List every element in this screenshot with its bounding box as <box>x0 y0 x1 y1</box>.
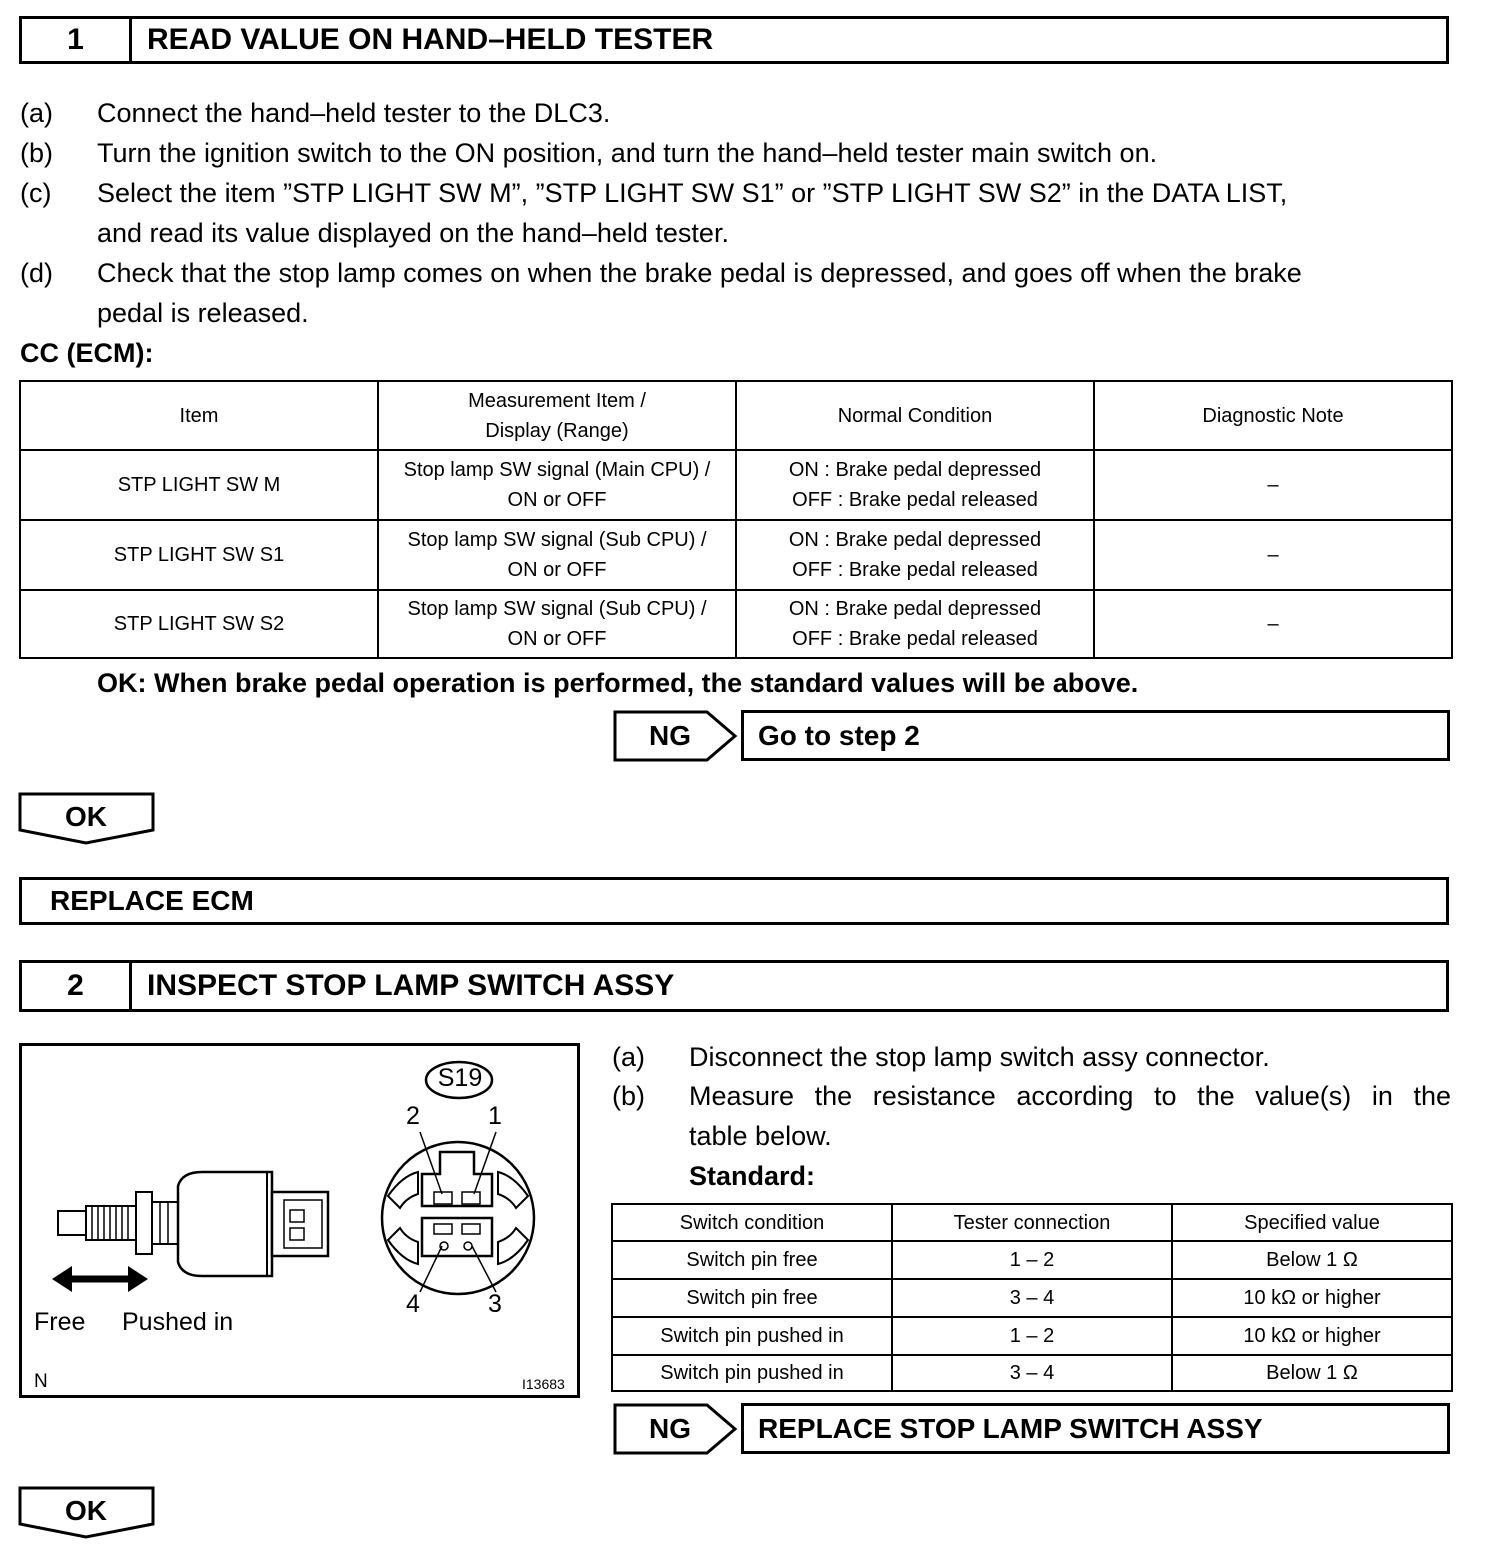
step-2-text-b-1: Measure the resistance according to the value(s) in the <box>689 1081 1451 1111</box>
step-1-text-a-1: Connect the hand–held tester to the DLC3. <box>97 98 611 128</box>
table-cell: STP LIGHT SW S2 <box>20 590 378 658</box>
table-row <box>612 1355 1452 1391</box>
table-cell: Switch pin pushed in <box>612 1317 892 1355</box>
table-row <box>20 450 1452 520</box>
free-label: Free <box>34 1308 86 1336</box>
table-cell: STP LIGHT SW S1 <box>20 520 378 590</box>
step-1-text-b-1: Turn the ignition switch to the ON position, and turn the hand–held tester main switch on. <box>97 138 1158 168</box>
figure-corner-letter: N <box>34 1371 48 1392</box>
table-cell: ON : Brake pedal depressed OFF : Brake pedal released <box>736 520 1094 590</box>
table-cell: ON : Brake pedal depressed OFF : Brake pedal released <box>736 450 1094 520</box>
header-cell: Switch condition <box>612 1204 892 1241</box>
step-2-title: INSPECT STOP LAMP SWITCH ASSY <box>147 969 675 1002</box>
table-row <box>20 520 1452 590</box>
table-cell: 10 kΩ or higher <box>1172 1317 1452 1355</box>
step-1-text-c-2: and read its value displayed on the hand–held tester. <box>97 218 729 248</box>
table-cell: Switch pin pushed in <box>612 1355 892 1391</box>
table-cell: – <box>1094 450 1452 520</box>
table-cell: 3 – 4 <box>892 1355 1172 1391</box>
connector-id: S19 <box>437 1064 483 1092</box>
table-cell: Below 1 Ω <box>1172 1241 1452 1279</box>
step-1-marker-c: (c) <box>20 178 52 208</box>
resistance-table <box>611 1203 1453 1392</box>
table-cell: Switch pin free <box>612 1279 892 1317</box>
pin-1-label: 1 <box>488 1102 502 1130</box>
header-cell: Normal Condition <box>736 381 1094 450</box>
data-list-table <box>19 380 1453 659</box>
ng-label-2: NG <box>649 1413 691 1444</box>
step-1-text-d-1: Check that the stop lamp comes on when the brake pedal is depressed, and goes off when the brake <box>97 258 1302 288</box>
ng-label-1: NG <box>649 720 691 751</box>
pin-3-label: 3 <box>488 1290 502 1318</box>
step-2-header <box>19 960 1449 1012</box>
figure-id: I13683 <box>522 1376 565 1392</box>
header-cell: Diagnostic Note <box>1094 381 1452 450</box>
table-cell: Below 1 Ω <box>1172 1355 1452 1391</box>
pushed-in-label: Pushed in <box>122 1308 234 1336</box>
table-cell: Switch pin free <box>612 1241 892 1279</box>
ok-statement: OK: When brake pedal operation is performed, the standard values will be above. <box>97 668 1139 698</box>
ng-result-1[interactable]: Go to step 2 <box>741 710 1450 761</box>
table-row <box>20 590 1452 658</box>
table-label: CC (ECM): <box>20 338 154 368</box>
step-1-text-d-2: pedal is released. <box>97 298 309 328</box>
table-cell: ON : Brake pedal depressed OFF : Brake pedal released <box>736 590 1094 658</box>
step-2-number: 2 <box>22 963 132 1009</box>
pin-2-label: 2 <box>406 1102 420 1130</box>
table-cell: STP LIGHT SW M <box>20 450 378 520</box>
replace-ecm-box[interactable]: REPLACE ECM <box>19 877 1449 925</box>
step-1-header <box>19 16 1449 64</box>
switch-figure <box>19 1043 580 1398</box>
table-cell: Stop lamp SW signal (Main CPU) / ON or OFF <box>378 450 736 520</box>
table-header-row <box>20 381 1452 450</box>
step-1-marker-d: (d) <box>20 258 53 288</box>
header-cell: Tester connection <box>892 1204 1172 1241</box>
table-cell: Stop lamp SW signal (Sub CPU) / ON or OFF <box>378 590 736 658</box>
table-cell: Stop lamp SW signal (Sub CPU) / ON or OFF <box>378 520 736 590</box>
ng-result-2[interactable]: REPLACE STOP LAMP SWITCH ASSY <box>741 1403 1450 1454</box>
step-1-title: READ VALUE ON HAND–HELD TESTER <box>147 23 714 56</box>
step-2-marker-b: (b) <box>612 1081 645 1111</box>
header-cell: Measurement Item / Display (Range) <box>378 381 736 450</box>
table-header-row <box>612 1204 1452 1241</box>
step-1-marker-a: (a) <box>20 98 53 128</box>
step-2-marker-a: (a) <box>612 1042 645 1072</box>
table-row <box>612 1317 1452 1355</box>
table-row <box>612 1241 1452 1279</box>
ok-label-1: OK <box>65 801 107 832</box>
stop-lamp-switch-illustration <box>22 1046 577 1395</box>
step-1-text-c-1: Select the item ”STP LIGHT SW M”, ”STP LIGHT SW S1” or ”STP LIGHT SW S2” in the DATA LIST, <box>97 178 1288 208</box>
step-1-number: 1 <box>22 19 132 61</box>
table-cell: – <box>1094 520 1452 590</box>
table-row <box>612 1279 1452 1317</box>
header-cell: Specified value <box>1172 1204 1452 1241</box>
step-2-text-b-2: table below. <box>689 1121 832 1151</box>
header-cell: Item <box>20 381 378 450</box>
step-2-text-a-1: Disconnect the stop lamp switch assy connector. <box>689 1042 1270 1072</box>
table-cell: 1 – 2 <box>892 1317 1172 1355</box>
step-1-marker-b: (b) <box>20 138 53 168</box>
ok-label-2: OK <box>65 1495 107 1526</box>
table-cell: 1 – 2 <box>892 1241 1172 1279</box>
pin-4-label: 4 <box>406 1290 420 1318</box>
table-cell: 10 kΩ or higher <box>1172 1279 1452 1317</box>
standard-label: Standard: <box>689 1161 816 1191</box>
table-cell: 3 – 4 <box>892 1279 1172 1317</box>
table-cell: – <box>1094 590 1452 658</box>
